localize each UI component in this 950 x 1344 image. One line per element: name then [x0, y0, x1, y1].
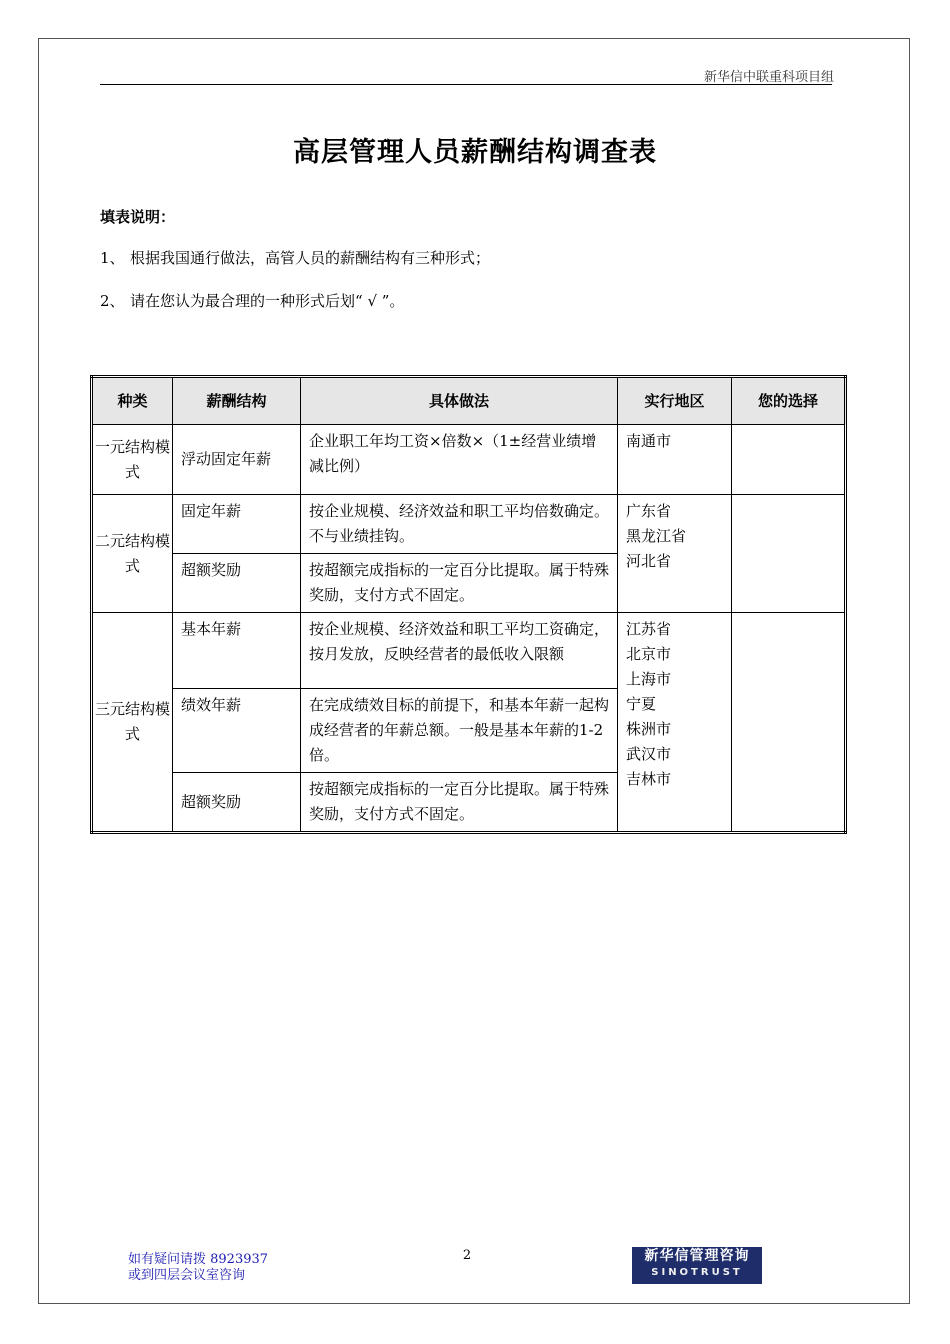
structure-cell: 绩效年薪 — [173, 689, 301, 773]
method-cell: 按企业规模、经济效益和职工平均工资确定，按月发放，反映经营者的最低收入限额 — [301, 613, 618, 689]
region-item: 南通市 — [626, 432, 672, 450]
region-item: 河北省 — [626, 552, 672, 570]
instruction-text: 请在您认为最合理的一种形式后划“ √ ”。 — [130, 292, 405, 310]
sinotrust-logo — [632, 1247, 762, 1284]
instruction-text: 根据我国通行做法，高管人员的薪酬结构有三种形式； — [130, 249, 491, 267]
choice-cell[interactable] — [732, 495, 846, 613]
header-region: 实行地区 — [618, 377, 732, 425]
region-item: 黑龙江省 — [626, 527, 687, 545]
salary-structure-table — [90, 375, 847, 834]
page-number: 2 — [462, 1248, 472, 1263]
instruction-number: 2、 — [100, 292, 125, 310]
logo-english-text: SINOTRUST — [651, 1267, 743, 1278]
region-item: 北京市 — [626, 645, 672, 663]
method-cell: 按企业规模、经济效益和职工平均倍数确定。不与业绩挂钩。 — [301, 495, 618, 554]
document-title: 高层管理人员薪酬结构调查表 — [293, 137, 657, 168]
region-item: 吉林市 — [626, 770, 672, 788]
category-cell: 一元结构模式 — [92, 425, 173, 495]
table-row — [92, 425, 846, 495]
table-row — [92, 495, 846, 554]
region-item: 上海市 — [626, 670, 672, 688]
structure-cell: 固定年薪 — [173, 495, 301, 554]
logo-chinese-text: 新华信管理咨询 — [644, 1248, 750, 1264]
table-row — [92, 613, 846, 689]
table-header-row — [92, 377, 846, 425]
method-cell: 按超额完成指标的一定百分比提取。属于特殊奖励，支付方式不固定。 — [301, 554, 618, 613]
category-cell: 三元结构模式 — [92, 613, 173, 833]
header-org: 新华信中联重科项目组 — [703, 70, 834, 85]
header-choice: 您的选择 — [732, 377, 846, 425]
method-cell: 按超额完成指标的一定百分比提取。属于特殊奖励，支付方式不固定。 — [301, 773, 618, 833]
header-structure: 薪酬结构 — [173, 377, 301, 425]
region-item: 株洲市 — [626, 720, 672, 738]
instruction-number: 1、 — [100, 249, 125, 267]
region-item: 广东省 — [626, 502, 672, 520]
method-cell: 在完成绩效目标的前提下，和基本年薪一起构成经营者的年薪总额。一般是基本年薪的1-2倍。 — [301, 689, 618, 773]
choice-cell[interactable] — [732, 425, 846, 495]
structure-cell: 浮动固定年薪 — [173, 425, 301, 495]
footer-note-line: 如有疑问请拨 8923937 — [128, 1252, 269, 1267]
region-cell — [618, 495, 732, 613]
footer-note-line: 或到四层会议室咨询 — [128, 1268, 246, 1283]
method-cell: 企业职工年均工资×倍数×（1±经营业绩增减比例） — [301, 425, 618, 495]
region-cell — [618, 425, 732, 495]
instruction-item — [100, 247, 490, 268]
instructions-heading: 填表说明： — [100, 208, 176, 226]
region-item: 武汉市 — [626, 745, 672, 763]
header-category: 种类 — [92, 377, 173, 425]
choice-cell[interactable] — [732, 613, 846, 833]
structure-cell: 基本年薪 — [173, 613, 301, 689]
instruction-item — [100, 290, 404, 311]
category-cell: 二元结构模式 — [92, 495, 173, 613]
header-method: 具体做法 — [301, 377, 618, 425]
header-divider — [100, 84, 832, 85]
region-cell — [618, 613, 732, 833]
region-item: 江苏省 — [626, 620, 672, 638]
region-item: 宁夏 — [626, 695, 657, 713]
structure-cell: 超额奖励 — [173, 554, 301, 613]
structure-cell: 超额奖励 — [173, 773, 301, 833]
